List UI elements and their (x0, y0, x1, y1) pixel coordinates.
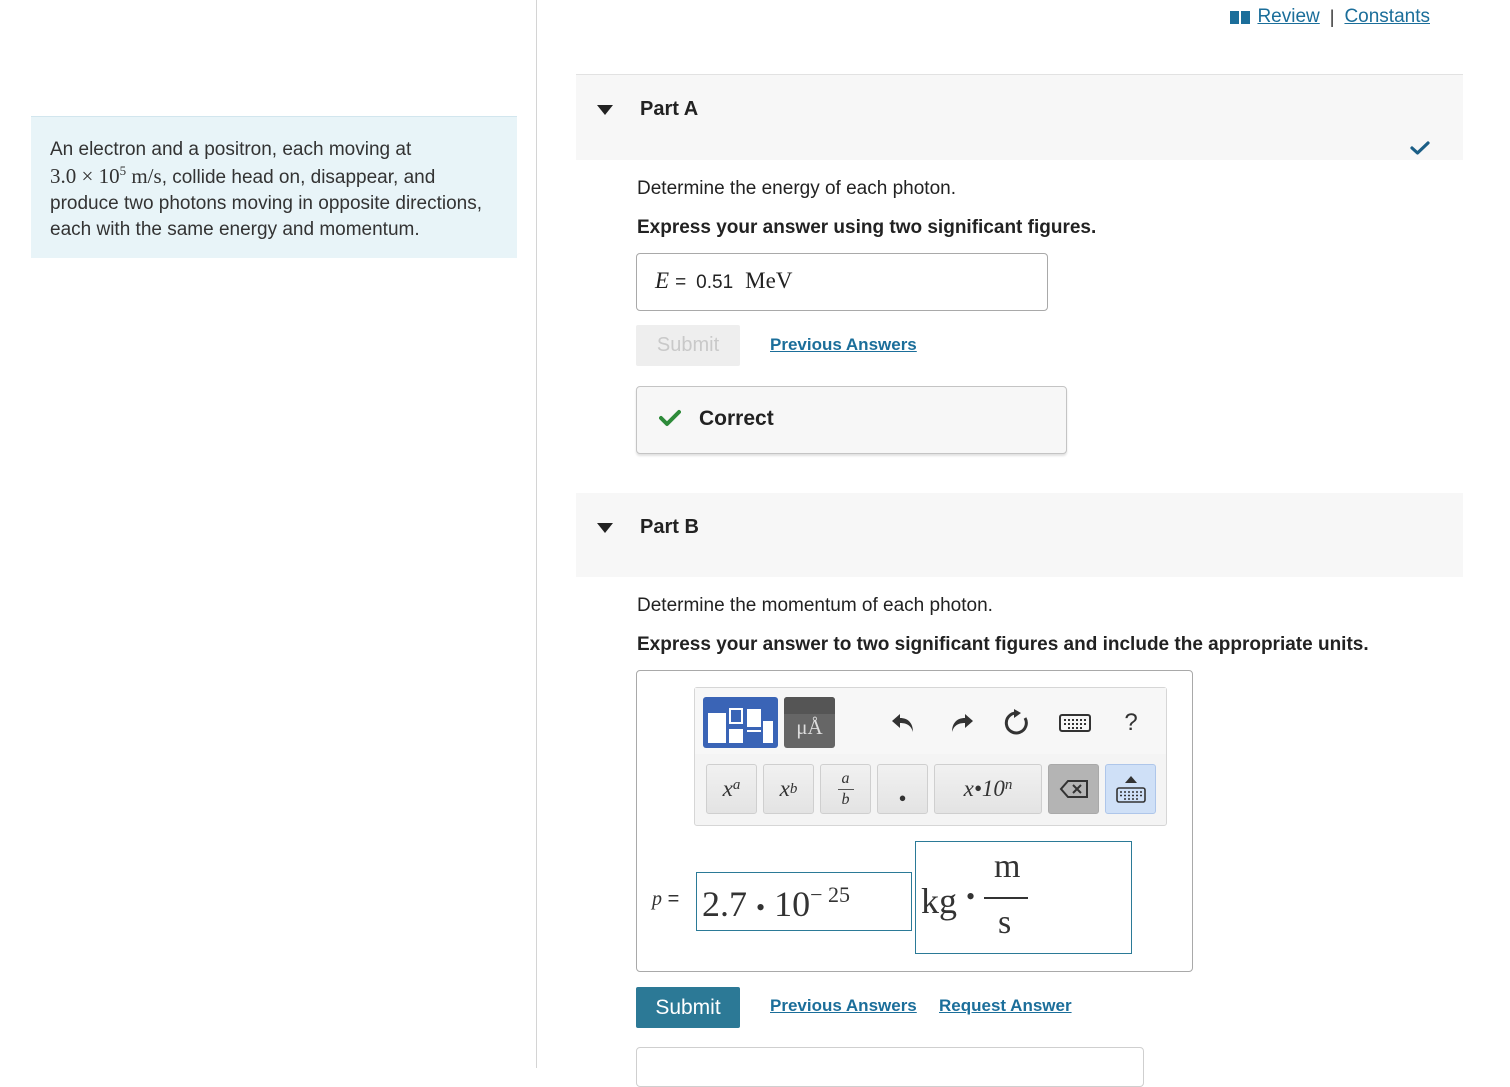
link-separator: | (1329, 6, 1335, 27)
scientific-notation-key[interactable]: x•10 $^n$ (934, 764, 1042, 814)
feedback-box (636, 386, 1067, 454)
feedback-box-partial (636, 1047, 1144, 1087)
templates-icon (703, 697, 778, 748)
redo-icon[interactable] (947, 708, 977, 738)
problem-statement (31, 116, 517, 258)
caret-up-icon (1124, 775, 1138, 783)
column-divider (536, 0, 537, 1068)
part-b-question: Determine the momentum of each photon. (637, 595, 993, 616)
keyboard-icon (1116, 787, 1146, 803)
part-a-submit-button: Submit (636, 325, 740, 366)
part-a-question: Determine the energy of each photon. (637, 178, 956, 199)
part-b-previous-answers-link[interactable]: Previous Answers (770, 996, 917, 1015)
fraction-bar (984, 897, 1028, 899)
show-keyboard-key[interactable] (1105, 764, 1156, 814)
request-answer-link[interactable]: Request Answer (939, 996, 1072, 1015)
unit-kg: kg (921, 881, 957, 921)
collapse-triangle-icon[interactable] (597, 105, 613, 115)
top-links (1230, 6, 1430, 28)
fraction-key[interactable]: a b (820, 764, 871, 814)
unit-denominator: s (998, 904, 1012, 941)
problem-text-2: , collide head on, disappear, and produce two photons moving in opposite directions, each with the same energy and momentum. (50, 167, 482, 240)
backspace-icon (1059, 779, 1089, 799)
part-b-variable: p = (652, 888, 680, 910)
answer-variable: E (655, 268, 670, 293)
help-icon[interactable]: ? (1124, 709, 1138, 736)
math-toolbar (694, 687, 1167, 826)
unit-numerator: m (994, 848, 1021, 885)
subscript-key[interactable]: x b (763, 764, 814, 814)
part-b-instruction: Express your answer to two significant figures and include the appropriate units. (637, 634, 1369, 655)
completed-check-icon (1410, 141, 1430, 155)
problem-text-1: An electron and a positron, each moving at (50, 139, 412, 160)
constants-link[interactable]: Constants (1344, 6, 1430, 27)
part-a-header[interactable] (576, 74, 1463, 160)
part-b-header[interactable] (576, 493, 1463, 577)
units-label: μÅ (796, 715, 823, 739)
undo-icon[interactable] (888, 708, 918, 738)
part-a-title: Part A (640, 98, 699, 120)
part-b-submit-button[interactable]: Submit (636, 987, 740, 1028)
templates-tab[interactable] (703, 697, 778, 748)
units-input[interactable] (915, 841, 1132, 954)
book-icon (1230, 10, 1250, 24)
part-a-instruction: Express your answer using two significant figures. (637, 217, 1097, 238)
review-link[interactable]: Review (1257, 6, 1320, 27)
units-tab[interactable] (784, 697, 835, 748)
equals-sign: = (675, 272, 687, 293)
unit-dot: • (966, 882, 976, 911)
keyboard-icon[interactable] (1058, 708, 1092, 738)
collapse-triangle-icon[interactable] (597, 523, 613, 533)
feedback-text: Correct (699, 407, 774, 430)
dot-key[interactable]: • (877, 764, 928, 814)
problem-speed: $3.0 \times 10^5$ m/s (50, 163, 162, 188)
answer-value: 0.51 (696, 272, 734, 293)
correct-check-icon (659, 409, 681, 427)
value-input[interactable]: 2.7 • $10^{- 25}$ (696, 872, 912, 931)
backspace-key[interactable] (1048, 764, 1099, 814)
answer-unit: MeV (745, 268, 793, 293)
superscript-key[interactable]: x $^a$ (706, 764, 757, 814)
part-a-previous-answers-link[interactable]: Previous Answers (770, 335, 917, 354)
part-b-title: Part B (640, 516, 699, 538)
part-a-answer-field (636, 253, 1048, 311)
reset-icon[interactable] (1002, 708, 1032, 738)
